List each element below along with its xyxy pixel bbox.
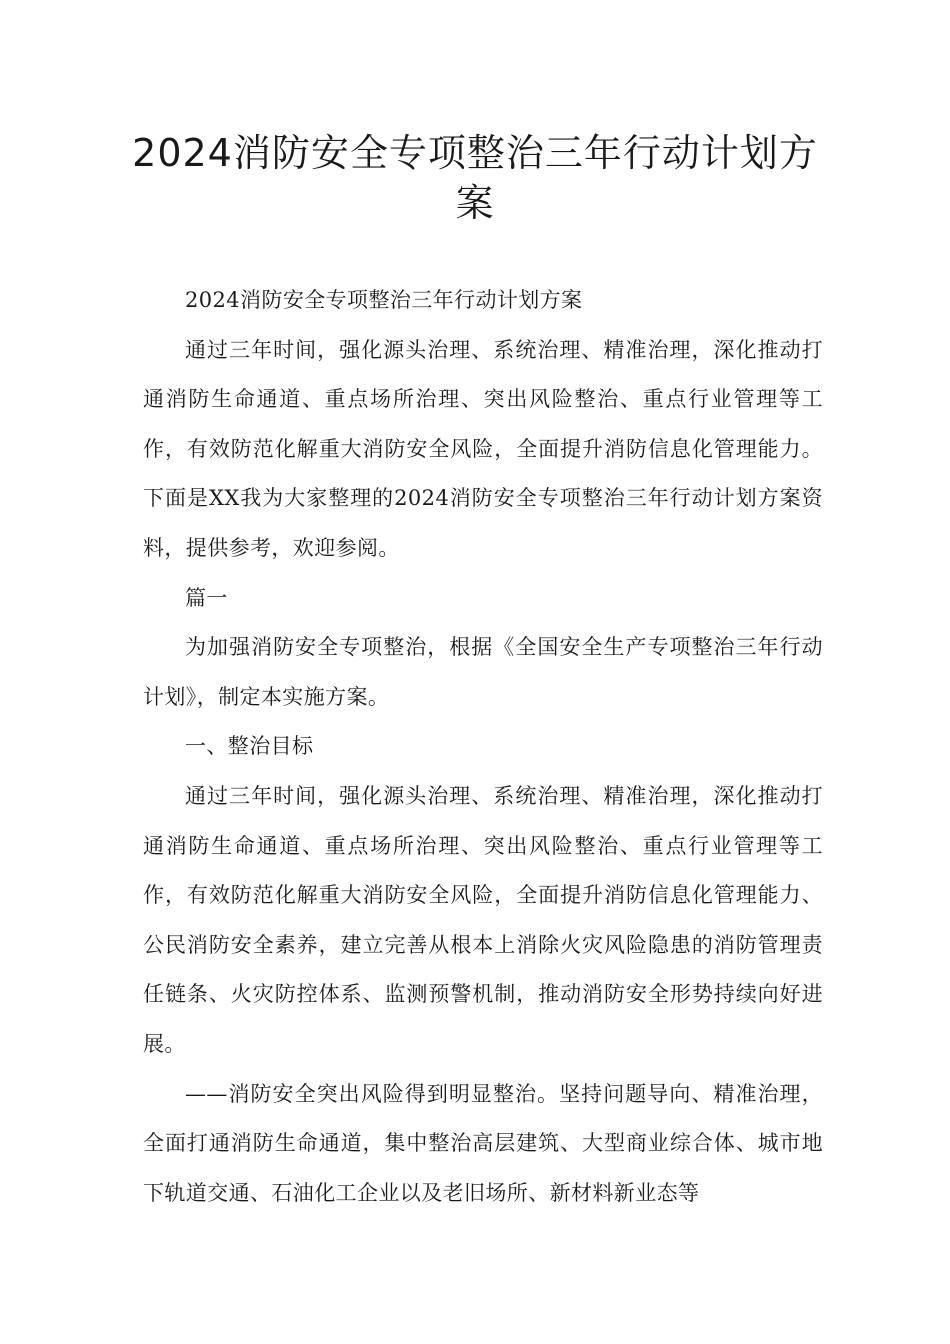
document-title: 2024消防安全专项整治三年行动计划方案 [132,131,818,225]
section-label-part-one: 篇一 [185,585,228,610]
body-paragraph-intro: 通过三年时间，强化源头治理、系统治理、精准治理，深化推动打通消防生命通道、重点场所治理、突出风险整治、重点行业管理等工作，有效防范化解重大消防安全风险，全面提升消防信息化管理能力。下面是XX我为大家整理的2024消防安全专项整治三年行动计划方案资料，提供参考，欢迎参阅。 [143,337,823,560]
body-paragraph-risk-rectification: ——消防安全突出风险得到明显整治。坚持问题导向、精准治理，全面打通消防生命通道，集中整治高层建筑、大型商业综合体、城市地下轨道交通、石油化工企业以及老旧场所、新材料新业态等 [143,1081,823,1205]
body-paragraph-purpose: 为加强消防安全专项整治，根据《全国安全生产专项整治三年行动计划》，制定本实施方案。 [143,635,823,709]
document-body [143,276,823,1218]
section-heading-goals: 一、整治目标 [185,734,314,759]
body-paragraph-goals: 通过三年时间，强化源头治理、系统治理、精准治理，深化推动打通消防生命通道、重点场所治理、突出风险整治、重点行业管理等工作，有效防范化解重大消防安全风险，全面提升消防信息化管理能力、公民消防安全素养，建立完善从根本上消除火灾风险隐患的消防管理责任链条、火灾防控体系、监测预警机制，推动消防安全形势持续向好进展。 [143,783,823,1056]
body-paragraph-heading: 2024消防安全专项整治三年行动计划方案 [185,288,583,312]
